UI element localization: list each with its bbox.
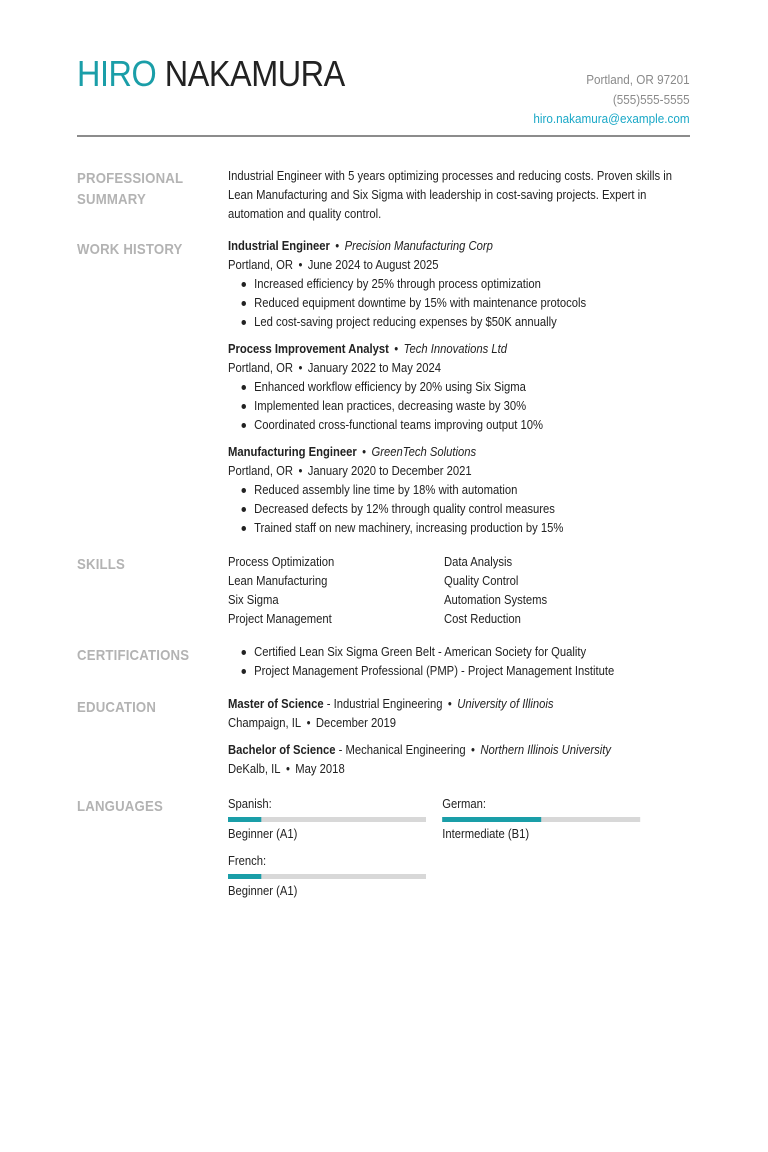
job-bullet: Reduced equipment downtime by 15% with maintenance protocols xyxy=(241,294,690,313)
certifications-wrapper xyxy=(228,643,690,681)
separator-dot: • xyxy=(335,239,340,253)
skill-item: Cost Reduction xyxy=(444,612,521,626)
job-entry xyxy=(228,237,690,332)
last-name: NAKAMURA xyxy=(164,53,345,94)
language-proficiency-fill xyxy=(442,817,541,822)
skill-item: Data Analysis xyxy=(444,555,513,569)
skills-grid xyxy=(228,553,690,629)
skill-item: Lean Manufacturing xyxy=(228,574,328,588)
job-title: Process Improvement Analyst xyxy=(228,342,389,356)
education-entry xyxy=(228,741,690,779)
phone: (555)555-5555 xyxy=(613,91,690,107)
header-divider xyxy=(77,135,690,137)
summary-heading-line1: PROFESSIONAL xyxy=(77,170,184,187)
languages-grid xyxy=(228,795,690,901)
job-dates: June 2024 to August 2025 xyxy=(307,258,439,272)
job-bullets xyxy=(241,378,690,435)
education-meta xyxy=(228,714,690,733)
languages-section xyxy=(228,795,690,901)
summary-section xyxy=(228,167,690,224)
degree-field: - Industrial Engineering xyxy=(323,697,443,711)
address: Portland, OR 97201 xyxy=(586,72,690,87)
job-title: Manufacturing Engineer xyxy=(228,445,357,459)
language-proficiency-fill xyxy=(228,817,262,822)
job-bullets xyxy=(241,481,690,538)
certifications-section xyxy=(228,643,690,681)
education-entry xyxy=(228,695,690,733)
job-bullet: Enhanced workflow efficiency by 20% using Six Sigma xyxy=(241,378,690,397)
language-name: French: xyxy=(228,854,267,868)
separator-dot: • xyxy=(298,464,303,478)
language-name: Spanish: xyxy=(228,797,272,811)
degree-name: Bachelor of Science xyxy=(228,743,336,757)
language-item xyxy=(228,795,442,844)
language-item xyxy=(442,795,656,844)
separator-dot: • xyxy=(298,258,303,272)
skill-item: Project Management xyxy=(228,612,332,626)
separator-dot: • xyxy=(298,361,303,375)
certifications-heading: CERTIFICATIONS xyxy=(77,647,190,664)
separator-dot: • xyxy=(362,445,367,459)
job-bullet: Increased efficiency by 25% through process optimization xyxy=(241,275,690,294)
summary-heading-line2: SUMMARY xyxy=(77,191,146,208)
certification-item: Project Management Professional (PMP) - Project Management Institute xyxy=(241,662,690,681)
job-bullet: Trained staff on new machinery, increasing production by 15% xyxy=(241,519,690,538)
degree-line xyxy=(228,741,690,760)
job-header xyxy=(228,443,690,462)
job-meta xyxy=(228,359,690,378)
job-header xyxy=(228,237,690,256)
candidate-name xyxy=(77,54,345,94)
skill-item: Process Optimization xyxy=(228,555,335,569)
separator-dot: • xyxy=(306,716,311,730)
language-proficiency-fill xyxy=(228,874,262,879)
summary-text: Industrial Engineer with 5 years optimizing processes and reducing costs. Proven skills in Lean Manufacturing and Six Sigma with leadership in cost-saving projects. Expert in automation and quality control. xyxy=(228,169,672,221)
contact-block xyxy=(534,70,690,129)
school-name: Northern Illinois University xyxy=(480,743,612,757)
job-meta xyxy=(228,462,690,481)
job-bullet: Implemented lean practices, decreasing waste by 30% xyxy=(241,397,690,416)
education-location: DeKalb, IL xyxy=(228,762,281,776)
job-bullet: Reduced assembly line time by 18% with automation xyxy=(241,481,690,500)
languages-heading: LANGUAGES xyxy=(77,798,163,815)
education-date: May 2018 xyxy=(295,762,345,776)
degree-line xyxy=(228,695,690,714)
language-item xyxy=(228,852,442,901)
skill-item: Quality Control xyxy=(444,574,519,588)
job-location: Portland, OR xyxy=(228,258,294,272)
degree-name: Master of Science xyxy=(228,697,324,711)
language-level: Beginner (A1) xyxy=(228,884,298,898)
work-history-section xyxy=(228,237,690,546)
separator-dot: • xyxy=(447,697,452,711)
certification-item: Certified Lean Six Sigma Green Belt - American Society for Quality xyxy=(241,643,690,662)
language-name: German: xyxy=(442,797,486,811)
degree-field: - Mechanical Engineering xyxy=(335,743,466,757)
education-heading: EDUCATION xyxy=(77,699,157,716)
job-bullet: Coordinated cross-functional teams improving output 10% xyxy=(241,416,690,435)
job-header xyxy=(228,340,690,359)
separator-dot: • xyxy=(471,743,475,757)
summary-heading xyxy=(77,168,183,210)
school-name: University of Illinois xyxy=(457,697,554,711)
job-list xyxy=(228,237,690,538)
job-location: Portland, OR xyxy=(228,361,294,375)
education-list xyxy=(228,695,690,779)
language-proficiency-bar xyxy=(228,874,426,879)
job-bullet: Led cost-saving project reducing expenses by $50K annually xyxy=(241,313,690,332)
first-name: HIRO xyxy=(77,53,157,94)
job-title: Industrial Engineer xyxy=(228,239,330,253)
job-dates: January 2020 to December 2021 xyxy=(307,464,472,478)
job-entry xyxy=(228,443,690,538)
separator-dot: • xyxy=(285,762,290,776)
job-bullets xyxy=(241,275,690,332)
company-name: GreenTech Solutions xyxy=(371,445,477,459)
education-date: December 2019 xyxy=(315,716,396,730)
skill-item: Six Sigma xyxy=(228,593,279,607)
skills-heading: SKILLS xyxy=(77,556,126,573)
job-meta xyxy=(228,256,690,275)
certifications-list xyxy=(241,643,690,681)
education-location: Champaign, IL xyxy=(228,716,302,730)
skill-item: Automation Systems xyxy=(444,593,548,607)
job-dates: January 2022 to May 2024 xyxy=(307,361,442,375)
language-level: Beginner (A1) xyxy=(228,827,298,841)
job-entry xyxy=(228,340,690,435)
company-name: Precision Manufacturing Corp xyxy=(344,239,493,253)
education-section xyxy=(228,695,690,787)
job-location: Portland, OR xyxy=(228,464,294,478)
separator-dot: • xyxy=(394,342,399,356)
education-meta xyxy=(228,760,690,779)
email-link[interactable]: hiro.nakamura@example.com xyxy=(533,111,690,126)
job-bullet: Decreased defects by 12% through quality control measures xyxy=(241,500,690,519)
skills-section xyxy=(228,553,690,629)
work-history-heading: WORK HISTORY xyxy=(77,241,183,258)
language-level: Intermediate (B1) xyxy=(442,827,530,841)
company-name: Tech Innovations Ltd xyxy=(403,342,508,356)
language-proficiency-bar xyxy=(442,817,640,822)
language-proficiency-bar xyxy=(228,817,426,822)
